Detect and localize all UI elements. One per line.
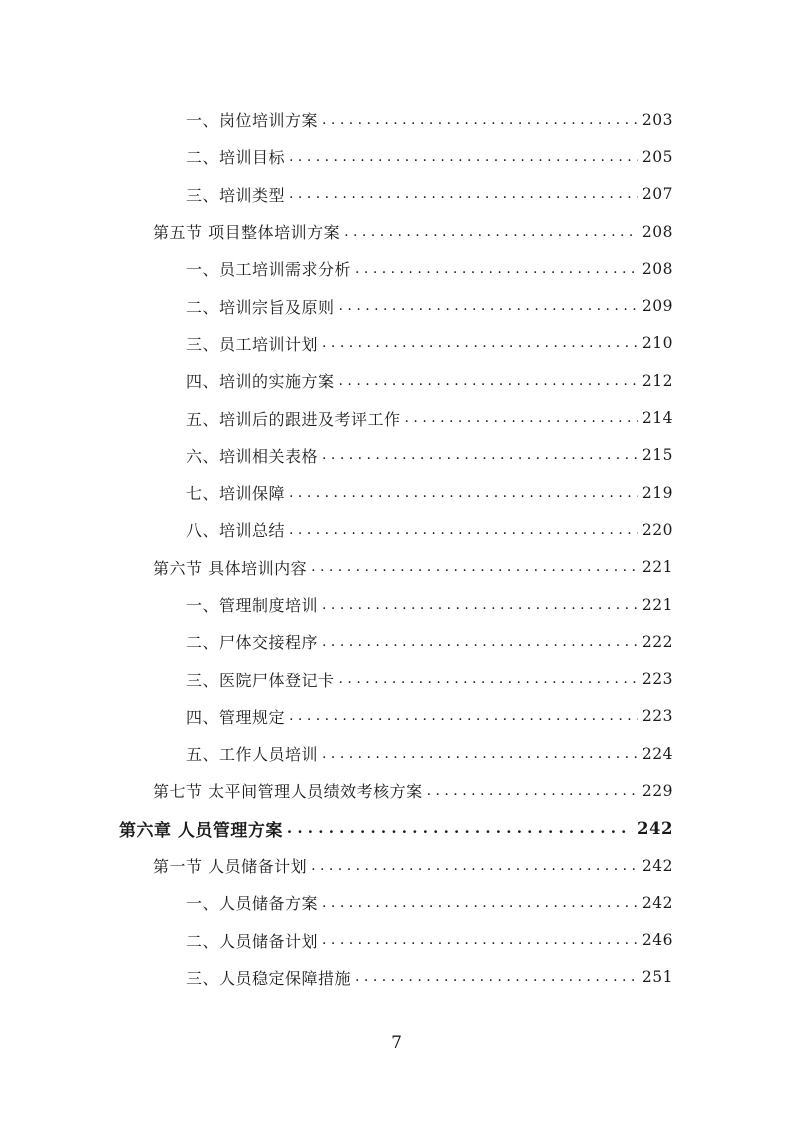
toc-entry-title: 二、尸体交接程序 [186, 633, 319, 653]
toc-entry-page: 207 [641, 185, 673, 204]
toc-entry-page: 222 [641, 632, 673, 651]
toc-dot-leader [322, 932, 638, 948]
toc-entry-title: 第六章 人员管理方案 [119, 820, 283, 841]
toc-entry-title: 四、管理规定 [186, 707, 286, 727]
toc-subsection-entry[interactable] [0, 474, 793, 511]
toc-subsection-entry[interactable] [0, 138, 793, 175]
toc-subsection-entry[interactable] [0, 698, 793, 735]
toc-entry-title: 一、人员储备方案 [186, 894, 319, 914]
toc-dot-leader [322, 634, 638, 650]
toc-subsection-entry[interactable] [0, 922, 793, 959]
toc-entry-page: 219 [641, 483, 673, 502]
toc-subsection-entry[interactable] [0, 660, 793, 697]
toc-dot-leader [322, 895, 638, 911]
toc-entry-page: 208 [641, 222, 673, 241]
toc-entry-page: 221 [641, 558, 673, 577]
toc-entry-title: 八、培训总结 [186, 521, 286, 541]
toc-subsection-entry[interactable] [0, 586, 793, 623]
toc-section-entry[interactable] [0, 847, 793, 884]
toc-subsection-entry[interactable] [0, 287, 793, 324]
toc-subsection-entry[interactable] [0, 623, 793, 660]
toc-section-entry[interactable] [0, 549, 793, 586]
toc-entry-title: 五、工作人员培训 [186, 745, 319, 765]
toc-entry-page: 242 [641, 893, 673, 912]
table-of-contents [0, 101, 793, 996]
toc-dot-leader [405, 410, 638, 426]
toc-entry-page: 246 [641, 931, 673, 950]
toc-dot-leader [322, 447, 638, 463]
toc-entry-title: 第一节 人员储备计划 [153, 857, 308, 877]
toc-entry-page: 251 [641, 968, 673, 987]
toc-dot-leader [344, 224, 638, 240]
toc-chapter-entry[interactable] [0, 810, 793, 847]
toc-entry-title: 四、培训的实施方案 [186, 372, 335, 392]
toc-dot-leader [289, 708, 638, 724]
toc-dot-leader [289, 186, 638, 202]
toc-dot-leader [289, 149, 638, 165]
toc-entry-title: 第五节 项目整体培训方案 [153, 223, 341, 243]
toc-subsection-entry[interactable] [0, 101, 793, 138]
toc-entry-page: 242 [637, 818, 673, 838]
toc-entry-page: 210 [641, 334, 673, 353]
toc-entry-page: 209 [641, 297, 673, 316]
toc-entry-title: 二、培训目标 [186, 148, 286, 168]
toc-entry-page: 208 [641, 259, 673, 278]
toc-entry-page: 223 [641, 670, 673, 689]
toc-dot-leader [427, 783, 638, 799]
toc-entry-page: 203 [641, 110, 673, 129]
toc-dot-leader [311, 858, 638, 874]
toc-section-entry[interactable] [0, 772, 793, 809]
toc-entry-title: 六、培训相关表格 [186, 446, 319, 466]
toc-entry-page: 221 [641, 595, 673, 614]
toc-dot-leader [289, 522, 638, 538]
toc-entry-page: 224 [641, 744, 673, 763]
toc-entry-title: 三、人员稳定保障措施 [186, 968, 352, 988]
toc-dot-leader [322, 335, 638, 351]
toc-entry-page: 229 [641, 781, 673, 800]
toc-subsection-entry[interactable] [0, 176, 793, 213]
toc-entry-title: 二、培训宗旨及原则 [186, 297, 335, 317]
toc-entry-page: 212 [641, 371, 673, 390]
toc-section-entry[interactable] [0, 213, 793, 250]
toc-subsection-entry[interactable] [0, 250, 793, 287]
toc-entry-title: 第六节 具体培训内容 [153, 558, 308, 578]
toc-entry-page: 242 [641, 856, 673, 875]
toc-subsection-entry[interactable] [0, 511, 793, 548]
toc-entry-title: 七、培训保障 [186, 484, 286, 504]
toc-dot-leader [322, 112, 638, 128]
toc-dot-leader [339, 298, 638, 314]
toc-dot-leader [339, 671, 638, 687]
toc-entry-title: 一、员工培训需求分析 [186, 260, 352, 280]
toc-entry-title: 五、培训后的跟进及考评工作 [186, 409, 401, 429]
toc-entry-title: 一、管理制度培训 [186, 596, 319, 615]
toc-dot-leader [355, 969, 638, 985]
toc-entry-page: 214 [641, 409, 673, 428]
toc-subsection-entry[interactable] [0, 735, 793, 772]
toc-entry-title: 一、岗位培训方案 [186, 111, 319, 131]
toc-dot-leader [339, 373, 638, 389]
toc-dot-leader [287, 819, 633, 837]
toc-dot-leader [311, 559, 638, 575]
toc-subsection-entry[interactable] [0, 399, 793, 436]
toc-dot-leader [322, 597, 638, 613]
toc-subsection-entry[interactable] [0, 959, 793, 996]
toc-dot-leader [355, 261, 638, 277]
toc-entry-title: 三、培训类型 [186, 185, 286, 205]
toc-entry-title: 三、员工培训计划 [186, 334, 319, 354]
toc-entry-page: 205 [641, 147, 673, 166]
toc-subsection-entry[interactable] [0, 362, 793, 399]
page-number: 7 [391, 1033, 402, 1053]
toc-entry-page: 220 [641, 520, 673, 539]
toc-entry-page: 215 [641, 446, 673, 465]
toc-entry-title: 二、人员储备计划 [186, 931, 319, 951]
toc-entry-page: 223 [641, 707, 673, 726]
toc-subsection-entry[interactable] [0, 884, 793, 921]
toc-subsection-entry[interactable] [0, 437, 793, 474]
toc-entry-title: 三、医院尸体登记卡 [186, 670, 335, 690]
toc-subsection-entry[interactable] [0, 325, 793, 362]
toc-dot-leader [289, 485, 638, 501]
toc-entry-title: 第七节 太平间管理人员绩效考核方案 [153, 782, 423, 802]
toc-dot-leader [322, 746, 638, 762]
